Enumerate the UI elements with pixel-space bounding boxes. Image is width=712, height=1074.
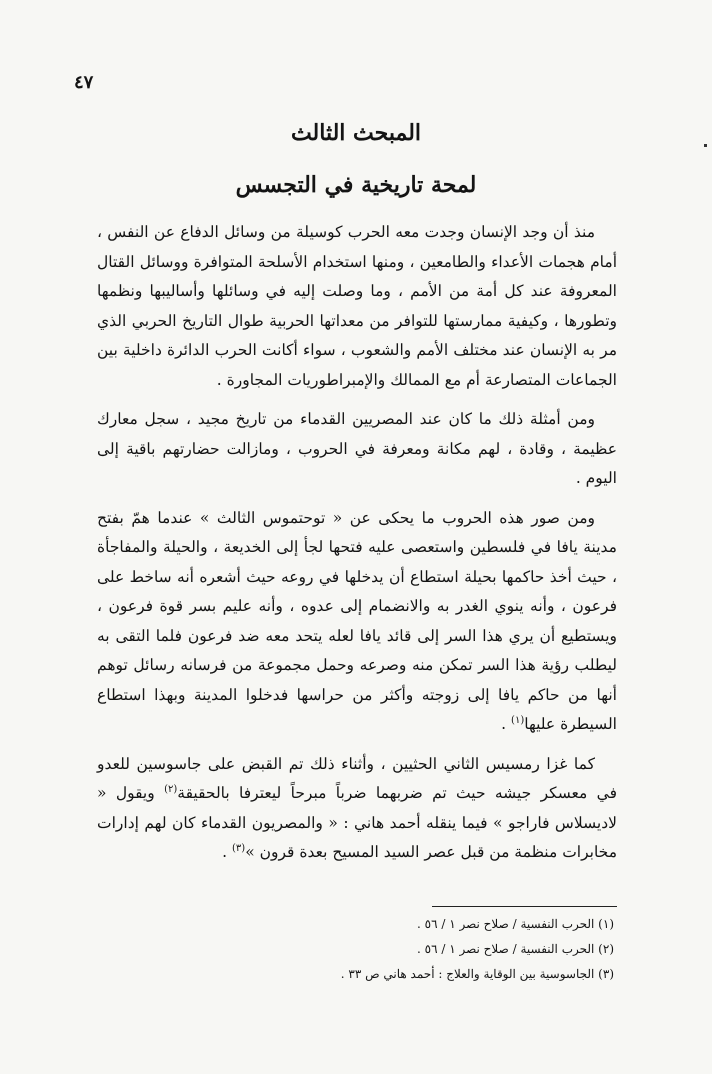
footnotes	[214, 912, 614, 987]
body-text	[97, 218, 617, 878]
footnote-rule	[432, 906, 617, 907]
paragraph-tail: ويقول « لاديسلاس فاراجو » فيما ينقله أحمد هاني : « والمصريون القدماء كان لهم إدارات مخابرات منظمة من قبل عصر السيد المسيح بعدة قرون »	[97, 784, 617, 861]
paragraph	[97, 405, 617, 494]
footnote: (٢) الحرب النفسية / صلاح نصر ١ / ٥٦ .	[417, 942, 614, 956]
paragraph-tail: .	[222, 843, 232, 861]
scan-edge-mark	[704, 144, 707, 147]
footnote: (٣) الجاسوسية بين الوقاية والعلاج : أحمد هاني ص ٣٣ .	[340, 967, 614, 981]
paragraph	[97, 504, 617, 740]
paragraph-text: ومن صور هذه الحروب ما يحكى عن « توحتموس الثالث » عندما همّ بفتح مدينة يافا في فلسطين واستعصى عليه فتحها لجأ إلى الخديعة ، والحيلة والمفاجأة ، حيث أخذ حاكمها بحيلة استطاع أن يدخلها في روعه حيث أشعره أنه ساخط على فرعون ، وأنه ينوي الغدر به والانضمام إلى عدوه ، وأنه عليم بسر قوة فرعون ، ويستطيع أن يري هذا السر إلى قائد يافا لعله يتحد معه ضد فرعون فلما التقى به ليطلب رؤية هذا السر تمكن منه وصرعه وحمل مجموعة من فرسانه رسائل توهم أنها من حاكم يافا إلى زوجته وأكثر من حراسها فدخلوا المدينة وبهذا استطاع السيطرة عليها	[97, 508, 617, 733]
footnote-marker: (١)	[511, 714, 525, 726]
paragraph-tail: .	[501, 715, 512, 733]
paragraph-text: ومن أمثلة ذلك ما كان عند المصريين القدماء من تاريخ مجيد ، سجل معارك عظيمة ، وقادة ، لهم مكانة ومعرفة في الحروب ، ومازالت حضارتهم باقية إلى اليوم .	[97, 410, 617, 487]
paragraph	[97, 218, 617, 395]
footnote-marker: (٣)	[232, 842, 246, 854]
paragraph-text: كما غزا رمسيس الثاني الحثيين ، وأثناء ذلك تم القبض على جاسوسين للعدو في معسكر جيشه حيث تم ضربهما ضرباً مبرحاً ليعترفا بالحقيقة	[97, 754, 617, 802]
page-number: ٤٧	[74, 72, 94, 93]
footnote-marker: (٢)	[164, 783, 178, 795]
paragraph-text: منذ أن وجد الإنسان وجدت معه الحرب كوسيلة من وسائل الدفاع عن النفس ، أمام هجمات الأعداء والطامعين ، ومنها استخدام الأسلحة المتوافرة ووسائل القتال المعروفة عند كل أمة من الأمم ، وما وصلت إليه في وسائلها وأساليبها ونظمها وتطورها ، وكيفية ممارستها للتوافر من معداتها الحربية طوال التاريخ الحربي الذي مر به الإنسان عند مختلف الأمم والشعوب ، سواء أكانت الحرب الدائرة داخلية بين الجماعات المتصارعة أم مع الممالك والإمبراطوريات المجاورة .	[97, 223, 617, 389]
paragraph	[97, 750, 617, 868]
footnote: (١) الحرب النفسية / صلاح نصر ١ / ٥٦ .	[417, 917, 614, 931]
section-subtitle: لمحة تاريخية في التجسس	[235, 172, 477, 198]
section-title: المبحث الثالث	[290, 120, 422, 146]
